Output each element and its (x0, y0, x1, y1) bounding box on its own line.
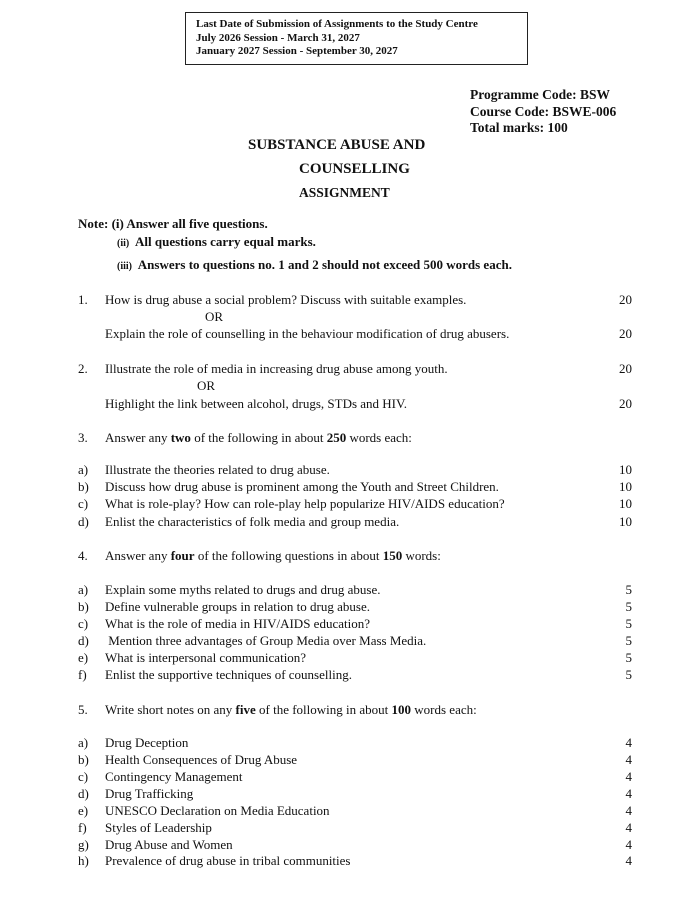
sub-question-text: Enlist the characteristics of folk media and group media. (105, 514, 400, 529)
sub-question-label: b) (78, 752, 89, 767)
sub-question-text: Contingency Management (105, 769, 243, 784)
or-separator: OR (197, 378, 216, 393)
submission-heading: Last Date of Submission of Assignments to the Study Centre (196, 18, 478, 30)
sub-question-marks: 5 (625, 599, 632, 614)
question-number: 3. (78, 430, 88, 445)
question-marks: 20 (619, 292, 632, 307)
sub-question-label: e) (78, 803, 89, 818)
sub-question-marks: 5 (625, 667, 632, 682)
sub-question-text: Prevalence of drug abuse in tribal communities (105, 853, 351, 868)
sub-question-text: Drug Trafficking (105, 786, 194, 801)
page-title-line1: SUBSTANCE ABUSE AND (248, 137, 426, 153)
sub-question-marks: 5 (625, 582, 632, 597)
note-ii: All questions carry equal marks. (135, 234, 316, 249)
sub-question-text: Explain some myths related to drugs and drug abuse. (105, 582, 381, 597)
page-title-line2: COUNSELLING (299, 161, 410, 177)
programme-info (470, 87, 616, 137)
sub-question-label: h) (78, 853, 89, 868)
sub-question-label: c) (78, 496, 89, 511)
sub-question-marks: 10 (619, 496, 632, 511)
sub-question-marks: 4 (625, 820, 632, 835)
question-intro: Write short notes on any five of the following in about 100 words each: (105, 702, 477, 717)
sub-question-text: What is interpersonal communication? (105, 650, 307, 665)
sub-question-marks: 5 (625, 650, 632, 665)
sub-question-text: Discuss how drug abuse is prominent among the Youth and Street Children. (105, 479, 499, 494)
sub-question-label: a) (78, 462, 89, 477)
sub-question-text: Define vulnerable groups in relation to drug abuse. (105, 599, 370, 614)
sub-question-text: Drug Abuse and Women (105, 837, 233, 852)
question-intro: Answer any two of the following in about 250 words each: (105, 430, 412, 445)
or-separator: OR (205, 309, 224, 324)
sub-question-text: Health Consequences of Drug Abuse (105, 752, 298, 767)
sub-question-marks: 5 (625, 633, 632, 648)
note-ii-num: (ii) (117, 238, 130, 249)
sub-question-text: What is role-play? How can role-play help popularize HIV/AIDS education? (105, 496, 505, 511)
sub-question-marks: 4 (625, 786, 632, 801)
note-iii: Answers to questions no. 1 and 2 should not exceed 500 words each. (137, 257, 512, 272)
note-line-ii (117, 234, 316, 250)
sub-question-marks: 10 (619, 462, 632, 477)
sub-question-label: a) (78, 735, 89, 750)
sub-question-marks: 5 (625, 616, 632, 631)
sub-question-label: d) (78, 786, 89, 801)
sub-question-marks: 4 (625, 769, 632, 784)
sub-question-text: UNESCO Declaration on Media Education (105, 803, 330, 818)
sub-question-marks: 4 (625, 735, 632, 750)
sub-question-marks: 10 (619, 514, 632, 529)
sub-question-label: c) (78, 769, 89, 784)
sub-question-label: c) (78, 616, 89, 631)
note-line-i (78, 216, 268, 232)
question-text: How is drug abuse a social problem? Discuss with suitable examples. (105, 292, 467, 307)
sub-question-label: f) (78, 820, 87, 835)
sub-question-label: b) (78, 479, 89, 494)
sub-question-label: d) (78, 514, 89, 529)
sub-question-text: Mention three advantages of Group Media over Mass Media. (105, 633, 427, 648)
sub-question-marks: 4 (625, 837, 632, 852)
note-i: (i) Answer all five questions. (111, 216, 268, 231)
sub-question-label: d) (78, 633, 89, 648)
total-marks: Total marks: 100 (470, 120, 568, 135)
sub-question-label: b) (78, 599, 89, 614)
sub-question-text: Styles of Leadership (105, 820, 212, 835)
note-line-iii (117, 257, 512, 273)
question-number: 1. (78, 292, 88, 307)
sub-question-marks: 4 (625, 752, 632, 767)
sub-question-label: a) (78, 582, 89, 597)
sub-question-marks: 4 (625, 853, 632, 868)
sub-question-marks: 4 (625, 803, 632, 818)
sub-question-label: e) (78, 650, 89, 665)
note-iii-num: (iii) (117, 261, 132, 272)
sub-question-marks: 10 (619, 479, 632, 494)
sub-question-text: Enlist the supportive techniques of counselling. (105, 667, 352, 682)
question-number: 4. (78, 548, 88, 563)
sub-question-text: Illustrate the theories related to drug abuse. (105, 462, 330, 477)
question-intro: Answer any four of the following questions in about 150 words: (105, 548, 441, 563)
question-text: Highlight the link between alcohol, drugs, STDs and HIV. (105, 396, 407, 411)
sub-question-text: Drug Deception (105, 735, 189, 750)
question-marks: 20 (619, 361, 632, 376)
sub-question-label: g) (78, 837, 89, 852)
question-text: Explain the role of counselling in the behaviour modification of drug abusers. (105, 326, 510, 341)
question-marks: 20 (619, 326, 632, 341)
question-marks: 20 (619, 396, 632, 411)
sub-question-label: f) (78, 667, 87, 682)
assignment-subtitle: ASSIGNMENT (299, 185, 390, 200)
question-text: Illustrate the role of media in increasing drug abuse among youth. (105, 361, 448, 376)
submission-dates-box (185, 12, 528, 65)
january-session-date: January 2027 Session - September 30, 2027 (196, 45, 398, 57)
question-number: 5. (78, 702, 88, 717)
sub-question-text: What is the role of media in HIV/AIDS education? (105, 616, 370, 631)
course-code: Course Code: BSWE-006 (470, 103, 617, 119)
question-number: 2. (78, 361, 88, 376)
programme-code: Programme Code: BSW (470, 87, 610, 102)
july-session-date: July 2026 Session - March 31, 2027 (196, 31, 360, 44)
note-label: Note: (78, 216, 109, 231)
